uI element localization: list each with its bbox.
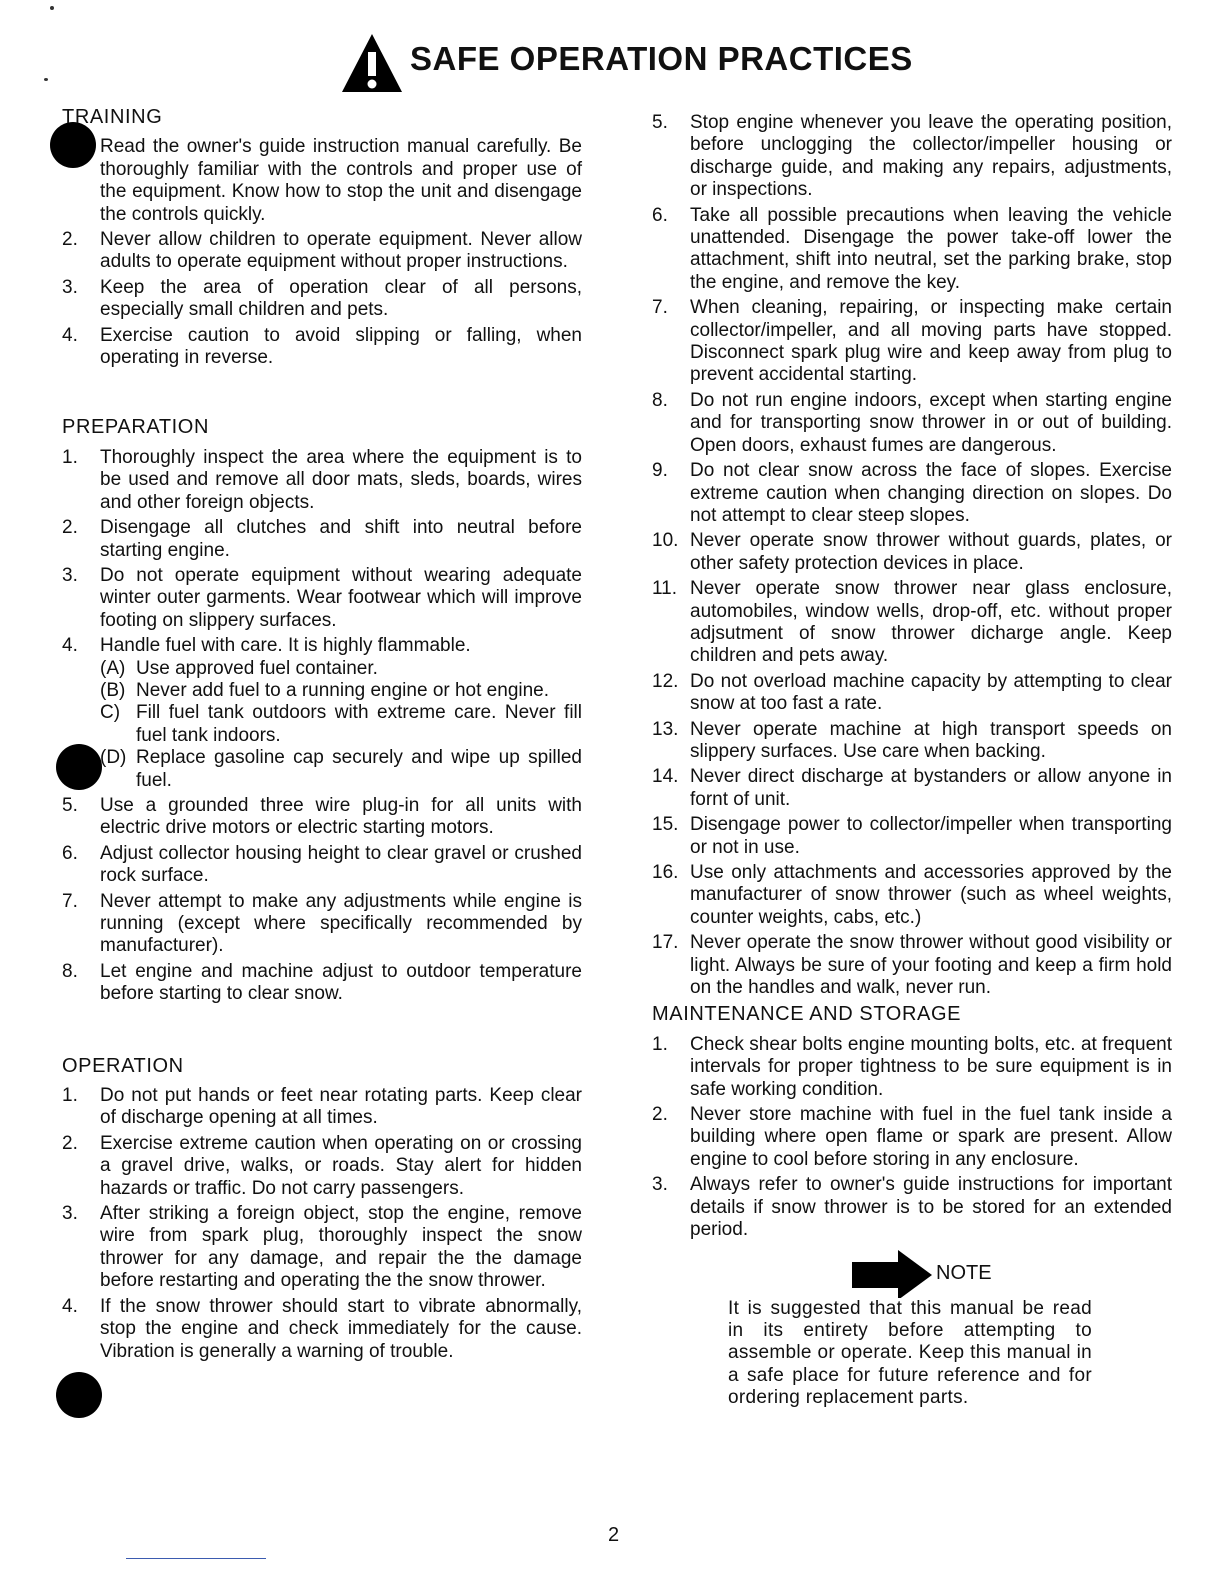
item-number: 8.	[62, 960, 78, 982]
item-text: Disengage power to collector/impeller when transporting or not in use.	[690, 814, 1172, 858]
list-item	[62, 1085, 582, 1130]
item-number: 15.	[652, 814, 679, 836]
item-number: 6.	[652, 204, 668, 226]
warning-triangle-icon	[340, 32, 404, 98]
item-text: When cleaning, repairing, or inspecting make certain collector/impeller, and all moving parts have stopped. Disconnect spark plug wire and keep away from plug to prevent accidental starting.	[690, 297, 1172, 386]
list-item	[62, 136, 582, 226]
item-number: 6.	[62, 842, 78, 864]
section-heading-maintenance: MAINTENANCE AND STORAGE	[652, 1003, 962, 1026]
list-item	[62, 325, 582, 370]
item-text: Never operate snow thrower without guards, plates, or other safety protection devices in place.	[690, 530, 1172, 574]
page-number: 2	[608, 1524, 620, 1546]
item-number: 14.	[652, 766, 679, 788]
item-text: Check shear bolts engine mounting bolts, etc. at frequent intervals for proper tightness to be sure equipment is in safe working condition.	[690, 1033, 1172, 1100]
item-number: 5.	[62, 794, 78, 816]
item-number: 7.	[62, 890, 78, 912]
item-number: 4.	[62, 324, 78, 346]
item-text: Never direct discharge at bystanders or allow anyone in fornt of unit.	[690, 766, 1172, 810]
item-number: 3.	[652, 1174, 668, 1196]
item-number: 7.	[652, 297, 668, 319]
item-number: 4.	[62, 635, 78, 657]
sub-list-item	[100, 702, 582, 747]
list-item	[62, 1133, 582, 1200]
item-text: Never allow children to operate equipment. Never allow adults to operate equipment without proper instructions.	[100, 229, 582, 273]
list-item	[652, 390, 1172, 457]
item-text: Never attempt to make any adjustments while engine is running (except where specifically recommended by manufacturer).	[100, 890, 582, 957]
item-number: 17.	[652, 932, 679, 954]
item-number: 3.	[62, 564, 78, 586]
item-number: 1.	[652, 1033, 668, 1055]
list-item	[62, 447, 582, 514]
item-text: Use a grounded three wire plug-in for all units with electric drive motors or electric starting motors.	[100, 794, 582, 839]
item-text: Exercise extreme caution when operating on or crossing a gravel drive, walks, or roads. Stay alert for hidden hazards or traffic. Do not carry passengers.	[100, 1132, 582, 1199]
sub-list-item	[100, 747, 582, 792]
item-text: Never operate the snow thrower without good visibility or light. Always be sure of your footing and keep a firm hold on the handles and walk, never run.	[690, 932, 1172, 999]
item-text: Read the owner's guide instruction manual carefully. Be thoroughly familiar with the controls and proper use of the equipment. Know how to stop the unit and disengage the controls quickly.	[100, 136, 582, 225]
list-item	[652, 578, 1172, 668]
item-text: Let engine and machine adjust to outdoor temperature before starting to clear snow.	[100, 960, 582, 1005]
sub-item-text: Fill fuel tank outdoors with extreme care. Never fill fuel tank indoors.	[136, 702, 582, 746]
item-number: 5.	[652, 112, 668, 133]
list-item	[62, 843, 582, 888]
note-text: It is suggested that this manual be read in its entirety before attempting to assemble or operate. Keep this manual in a safe place for future reference and for ordering replacement parts.	[728, 1297, 1092, 1409]
item-number: 2.	[62, 1132, 78, 1154]
item-number: 2.	[652, 1104, 668, 1126]
item-number: 8.	[652, 389, 668, 411]
sub-item-label: (D)	[100, 747, 127, 769]
list-item	[62, 1203, 582, 1293]
list-item	[652, 719, 1172, 764]
item-text: Do not overload machine capacity by attempting to clear snow at too fast a rate.	[690, 670, 1172, 715]
item-text: Never store machine with fuel in the fuel tank inside a building where open flame or spark are present. Allow engine to cool before storing in any enclosure.	[690, 1104, 1172, 1170]
item-text: Keep the area of operation clear of all persons, especially small children and pets.	[100, 276, 582, 321]
item-text: Thoroughly inspect the area where the equipment is to be used and remove all door mats, sleds, boards, wires and other foreign objects.	[100, 446, 582, 513]
item-text: Never operate snow thrower near glass enclosure, automobiles, window wells, drop-off, etc. without proper adjsutment of snow thrower dicharge angle. Keep children and pets away.	[690, 578, 1172, 667]
item-text: Handle fuel with care. It is highly flammable.	[100, 635, 471, 657]
list-item	[62, 565, 582, 632]
list-item	[62, 795, 582, 840]
item-number: 12.	[652, 670, 679, 692]
note-header	[652, 1250, 1172, 1298]
training-list	[62, 136, 582, 369]
item-text: Do not put hands or feet near rotating parts. Keep clear of discharge opening at all times.	[100, 1085, 582, 1129]
item-number: 4.	[62, 1295, 78, 1317]
item-text: Stop engine whenever you leave the operating position, before unclogging the collector/impeller housing or discharge guide, and making any repairs, adjustments, or inspections.	[690, 112, 1172, 201]
list-item	[652, 862, 1172, 929]
list-item	[652, 460, 1172, 527]
sub-item-label: (A)	[100, 657, 126, 679]
list-item	[62, 891, 582, 958]
section-heading-preparation: PREPARATION	[62, 416, 209, 439]
item-number: 1.	[62, 446, 78, 468]
sub-item-label: C)	[100, 702, 121, 724]
list-item	[652, 1104, 1172, 1171]
binder-hole	[56, 1372, 102, 1418]
page-title: SAFE OPERATION PRACTICES	[410, 40, 913, 77]
right-arrow-icon	[852, 1250, 932, 1298]
item-text: Do not operate equipment without wearing adequate winter outer garments. Wear footwear which will improve footing on slippery surfaces.	[100, 564, 582, 631]
list-item	[652, 766, 1172, 811]
list-item	[62, 277, 582, 322]
list-item	[652, 814, 1172, 859]
sub-list-item	[100, 658, 582, 680]
item-text: After striking a foreign object, stop the engine, remove wire from spark plug, thoroughly inspect the snow thrower for any damage, and repair the the damage before restarting and operating the the snow thrower.	[100, 1203, 582, 1292]
item-number: 2.	[62, 229, 78, 251]
item-number: 10.	[652, 530, 679, 552]
list-item	[62, 1296, 582, 1363]
item-text: Take all possible precautions when leaving the vehicle unattended. Disengage the power take-off lower the attachment, shift into neutral, set the parking brake, stop the engine, and remove the key.	[690, 204, 1172, 293]
maintenance-list	[652, 1034, 1172, 1242]
item-number: 3.	[62, 276, 78, 298]
note-label: NOTE	[936, 1261, 992, 1284]
sub-item-text: Replace gasoline cap securely and wipe up spilled fuel.	[136, 747, 582, 791]
list-item	[62, 635, 582, 657]
item-text: If the snow thrower should start to vibrate abnormally, stop the engine and check immediately for the cause. Vibration is generally a warning of trouble.	[100, 1295, 582, 1362]
list-item	[652, 205, 1172, 295]
item-text: Never operate machine at high transport speeds on slippery surfaces. Use care when backing.	[690, 718, 1172, 762]
item-text: Use only attachments and accessories approved by the manufacturer of snow thrower (such as wheel weights, counter weights, cabs, etc.)	[690, 862, 1172, 928]
item-number: 16.	[652, 862, 679, 883]
item-text: Do not clear snow across the face of slopes. Exercise extreme caution when changing direction on slopes. Do not attempt to clear steep slopes.	[690, 460, 1172, 526]
item-number: 1.	[62, 1085, 78, 1107]
left-column	[62, 106, 582, 1366]
list-item	[62, 229, 582, 274]
list-item	[652, 932, 1172, 999]
item-number: 9.	[652, 460, 668, 482]
right-column	[652, 112, 1172, 1410]
list-item	[652, 1174, 1172, 1241]
operation-list-continued	[652, 112, 1172, 999]
sub-item-text: Use approved fuel container.	[136, 657, 378, 679]
list-item	[652, 297, 1172, 387]
list-item	[652, 1034, 1172, 1101]
list-item	[652, 671, 1172, 716]
sub-list-item	[100, 680, 582, 702]
item-text: Disengage all clutches and shift into neutral before starting engine.	[100, 517, 582, 561]
sub-item-label: (B)	[100, 679, 126, 701]
section-heading-operation: OPERATION	[62, 1054, 184, 1077]
item-number: 3.	[62, 1203, 78, 1225]
section-heading-training: TRAINING	[62, 106, 163, 128]
item-number: 11.	[652, 578, 678, 600]
item-number: 2.	[62, 517, 78, 539]
list-item	[652, 112, 1172, 202]
item-text: Always refer to owner's guide instructions for important details if snow thrower is to be stored for an extended period.	[690, 1174, 1172, 1241]
item-number: 13.	[652, 718, 679, 740]
preparation-list	[62, 447, 582, 1006]
operation-list	[62, 1085, 582, 1363]
list-item	[62, 961, 582, 1006]
list-item	[62, 517, 582, 562]
item-number	[62, 136, 100, 226]
item-text: Adjust collector housing height to clear gravel or crushed rock surface.	[100, 842, 582, 887]
item-text: Do not run engine indoors, except when starting engine and for transporting snow thrower in or out of building. Open doors, exhaust fumes are dangerous.	[690, 389, 1172, 456]
scan-underline	[126, 1558, 266, 1559]
sub-item-text: Never add fuel to a running engine or hot engine.	[136, 679, 550, 701]
page-title-block	[340, 32, 940, 102]
item-text: Exercise caution to avoid slipping or falling, when operating in reverse.	[100, 324, 582, 369]
list-item	[652, 530, 1172, 575]
